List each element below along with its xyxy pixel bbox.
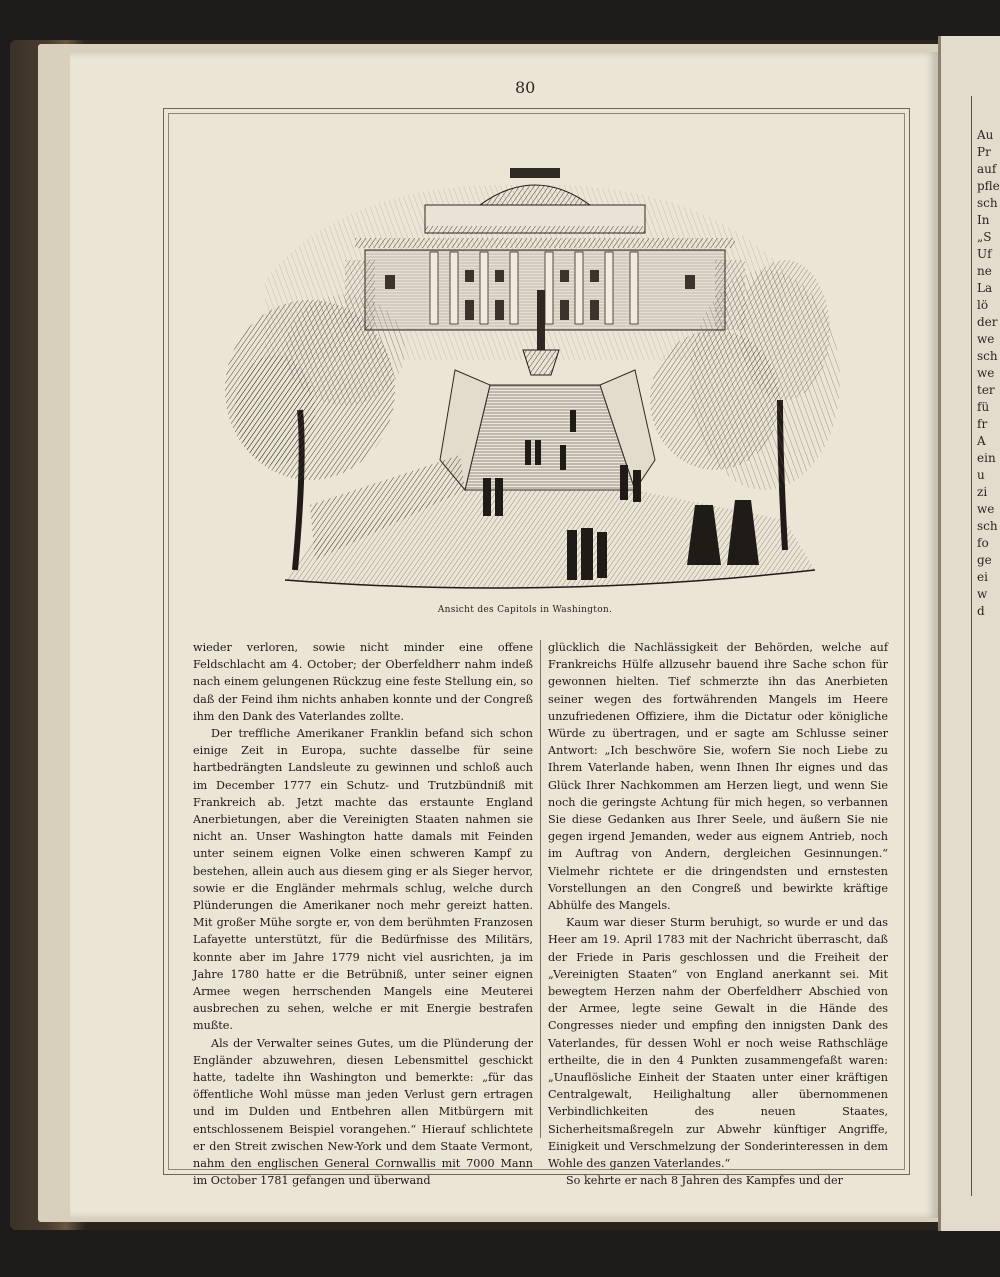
facing-page-frame-line	[971, 96, 1000, 1196]
illustration-caption: Ansicht des Capitols in Washington.	[437, 605, 613, 615]
facing-page-text-fragment: sch	[977, 349, 998, 363]
paragraph: Kaum war dieser Sturm beruhigt, so wurde er und das Heer am 19. April 1783 mit der Nachricht überrascht, daß der Friede in Paris geschlossen und die Freiheit der „Vereinigten Staaten“ von England anerkannt sei. Mit bewegtem Herzen nahm der Oberfeldherr Abschied von der Armee, legte seine Gewalt in die Hände des Congresses nieder und empfing den innigsten Dank des Vaterlandes, für dessen Wohl er noch weise Rathschläge ertheilte, die in den 4 Punkten zusammengefaßt waren: „Unauflösliche Einheit der Staaten unter einer kräftigen Centralgewalt, Heilighaltung aller übernommenen Verbindlichkeiten des neuen Staates, Sicherheitsmaßregeln zur Abwehr künftiger Angriffe, Einigkeit und Verschmelzung der Sonderinteressen in dem Wohle des ganzen Vaterlandes.“	[548, 916, 888, 1171]
page-number: 80	[515, 78, 536, 97]
facing-page-text-fragment: zi	[977, 485, 988, 499]
facing-page-text-fragment: sch	[977, 519, 998, 533]
facing-page-text-fragment: fr	[977, 417, 988, 431]
facing-page-text-fragment: auf	[977, 162, 997, 176]
facing-page-edge	[938, 36, 1000, 1231]
facing-page-text-fragment: ge	[977, 553, 992, 567]
facing-page-text-fragment: we	[977, 366, 995, 380]
facing-page-text-fragment: Uf	[977, 247, 992, 261]
facing-page-text-fragment: d	[977, 604, 985, 618]
facing-page-text-fragment: ein	[977, 451, 996, 465]
facing-page-text-fragment: La	[977, 281, 993, 295]
paragraph: So kehrte er nach 8 Jahren des Kampfes und der	[566, 1174, 843, 1188]
paragraph: glücklich die Nachlässigkeit der Behörden, welche auf Frankreichs Hülfe allzusehr bauend ihre Sache schon für gewonnen hielten. Tief schmerzte ihn das Anerbieten seiner wegen des fortwährenden Mangels im Heere unzufriedenen Offiziere, ihm die Dictatur oder königliche Würde zu übertragen, und er sagte am Schlusse seiner Antwort: „Ich beschwöre Sie, wofern Sie noch Liebe zu Ihrem Vaterlande haben, wenn Ihnen Ihr eignes und das Glück Ihrer Nachkommen am Herzen liegt, und wenn Sie noch die geringste Achtung für mich hegen, so verbannen Sie diese Gedanken aus Ihrer Seele, und äußern Sie nie gegen irgend Jemanden, weder aus eignem Antrieb, noch im Auftrag von Andern, dergleichen Gesinnungen.“ Vielmehr richtete er die dringendsten und ernstesten Vorstellungen an den Congreß und bewirkte kräftige Abhülfe des Mangels.	[548, 641, 888, 913]
facing-page-text-fragment: ei	[977, 570, 988, 584]
left-text-column	[193, 639, 533, 1190]
paragraph: Der treffliche Amerikaner Franklin befand sich schon einige Zeit in Europa, suchte dasselbe für seine hartbedrängten Landsleute zu gewinnen und schloß auch im December 1777 ein Schutz- und Trutzbündniß mit Frankreich ab. Jetzt machte das erstaunte England Anerbietungen, aber die Vereinigten Staaten nahmen sie nicht an. Unser Washington hatte damals mit Feinden unter seinem eignen Volke einen schweren Kampf zu bestehen, allein auch aus diesem ging er als Sieger hervor, sowie er die Engländer mehrmals schlug, welche durch Plünderungen die Amerikaner noch mehr gereizt hatten. Mit großer Mühe sorgte er, von dem berühmten Franzosen Lafayette unterstützt, für die Bedürfnisse des Militärs, konnte aber im Jahre 1779 nicht viel ausrichten, ja im Jahre 1780 hatte er die Betrübniß, unter seiner eignen Armee wegen herrschenden Mangels eine Meuterei ausbrechen zu sehen, welche er mit Energie bestrafen mußte.	[193, 727, 533, 1033]
facing-page-text-fragment: ne	[977, 264, 992, 278]
facing-page-text-fragment: fü	[977, 400, 990, 414]
facing-page-text-fragment: Pr	[977, 145, 991, 159]
facing-page-text-fragment: A	[977, 434, 986, 448]
facing-page-text-fragment: der	[977, 315, 998, 329]
paragraph: Als der Verwalter seines Gutes, um die Plünderung der Engländer abzuwehren, diesen Lebensmittel geschickt hatte, tadelte ihn Washington und bemerkte: „für das öffentliche Wohl müsse man jeden Verlust gern ertragen und im Dulden und Entbehren allen Mitbürgern mit entschlossenem Beispiel vorangehen.“ Hierauf schlichtete er den Streit zwischen New-York und dem Staate Vermont, nahm den englischen General Cornwallis mit 7000 Mann im October 1781 gefangen und überwand	[193, 1036, 533, 1188]
facing-page-text-fragment: sch	[977, 196, 998, 210]
column-divider	[540, 640, 541, 1138]
facing-page-text-fragment: u	[977, 468, 985, 482]
facing-page-text-fragment: we	[977, 502, 995, 516]
right-text-column	[548, 639, 888, 1190]
facing-page-text-fragment: pfle	[977, 179, 1000, 193]
capitol-engraving-image	[225, 160, 845, 595]
facing-page-text-fragment: Au	[977, 128, 994, 142]
paragraph: wieder verloren, sowie nicht minder eine offene Feldschlacht am 4. October; der Oberfeldherr nahm indeß nach einem gelungenen Rückzug eine feste Stellung ein, so daß der Feind ihm nichts anhaben konnte und der Congreß ihm den Dank des Vaterlandes zollte.	[193, 641, 533, 723]
facing-page-text-fragment: fo	[977, 536, 989, 550]
facing-page-text-fragment: ter	[977, 383, 995, 397]
facing-page-text-fragment: „S	[977, 230, 992, 244]
facing-page-text-fragment: lö	[977, 298, 989, 312]
facing-page-text-fragment: we	[977, 332, 995, 346]
facing-page-text-fragment: In	[977, 213, 990, 227]
facing-page-text-fragment: w	[977, 587, 988, 601]
